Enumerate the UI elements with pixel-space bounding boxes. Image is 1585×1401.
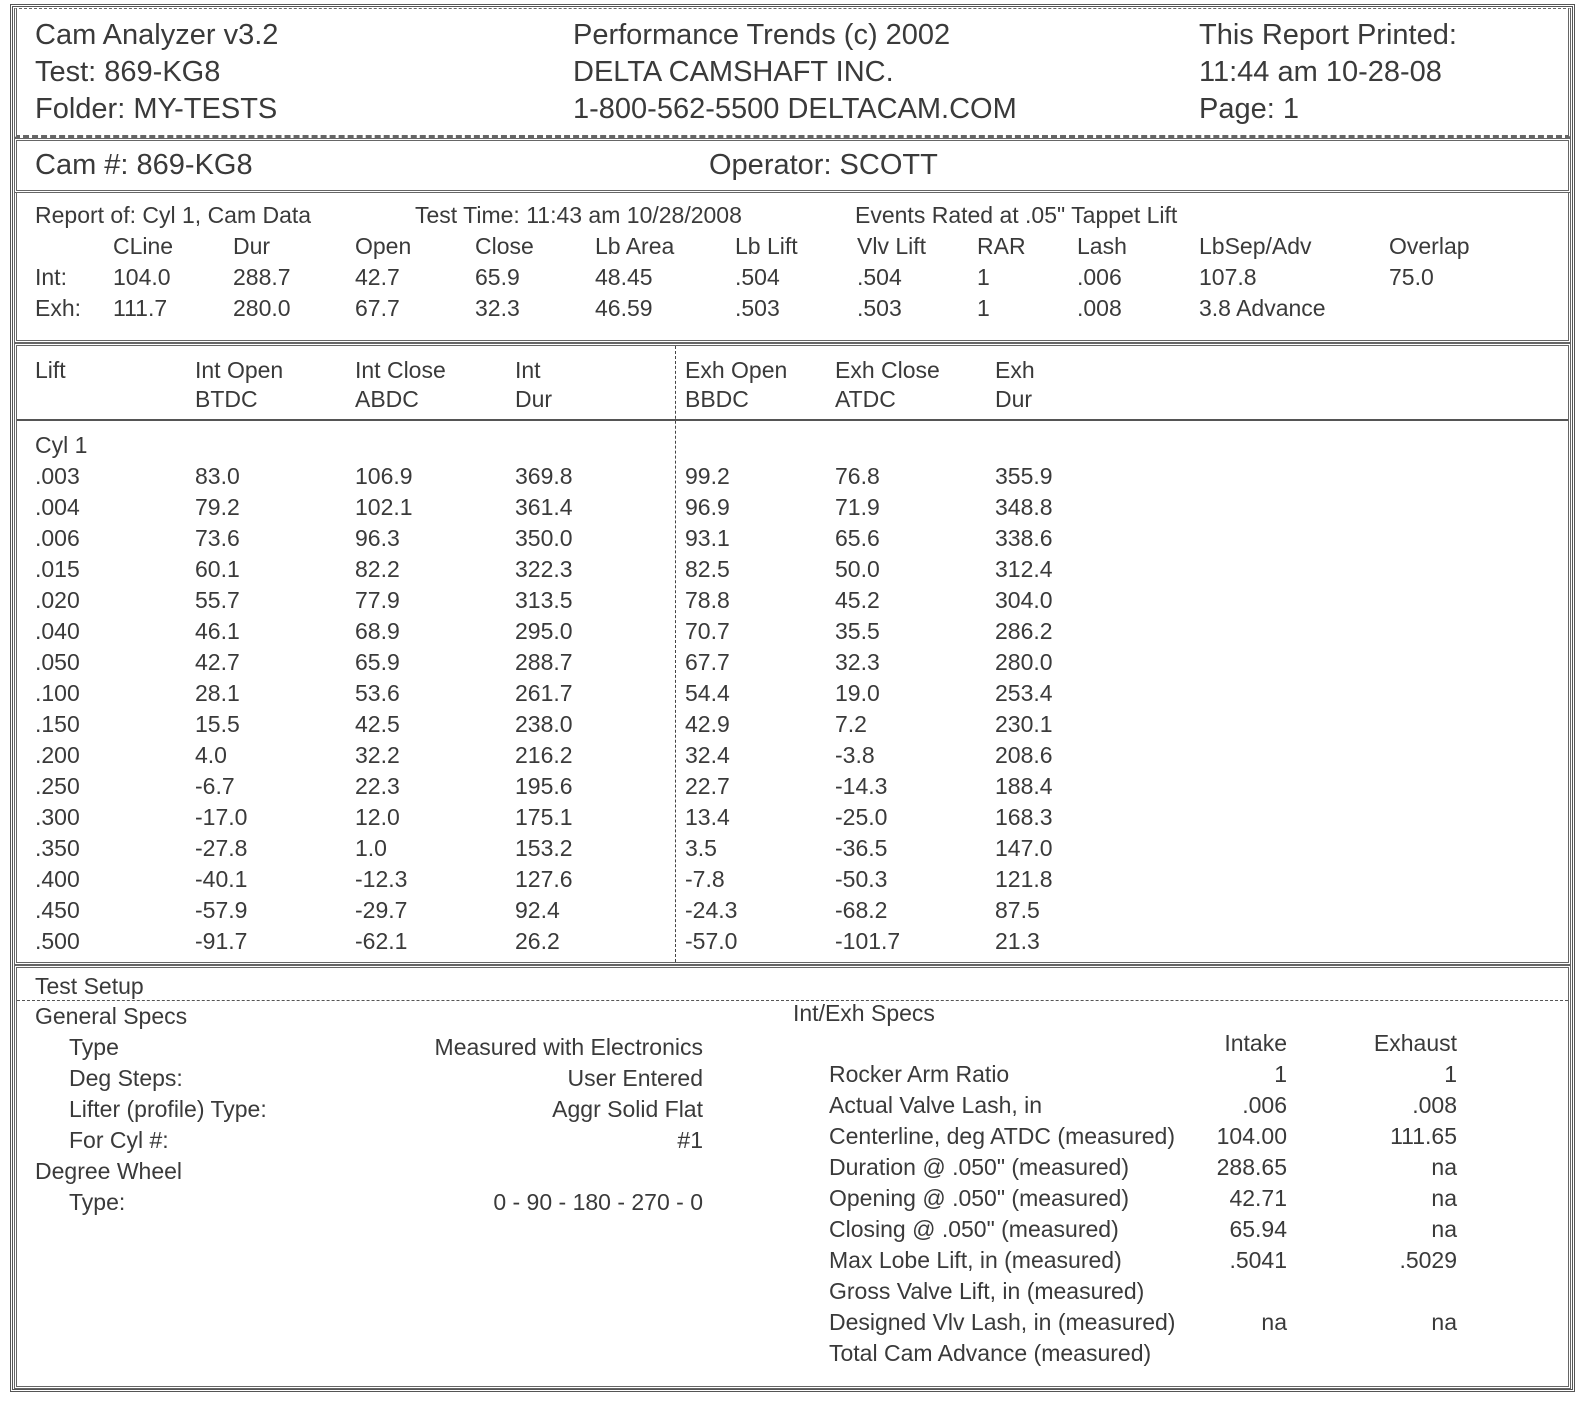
- table-cell: 50.0: [835, 556, 880, 582]
- table-row: [17, 802, 1568, 833]
- spec-label: Actual Valve Lash, in: [829, 1092, 1043, 1118]
- summary-cell: 46.59: [595, 295, 653, 321]
- spec-row: [17, 1214, 1568, 1245]
- company-name: DELTA CAMSHAFT INC.: [573, 56, 894, 88]
- table-cell: 32.3: [835, 649, 880, 675]
- table-cell: 92.4: [515, 897, 560, 923]
- table-cell: 295.0: [515, 618, 573, 644]
- table-cell: 42.9: [685, 711, 730, 737]
- table-cell: 168.3: [995, 804, 1053, 830]
- table-cell: 53.6: [355, 680, 400, 706]
- exhaust-value: 1: [1444, 1061, 1457, 1087]
- table-cell: 348.8: [995, 494, 1053, 520]
- spec-label: Rocker Arm Ratio: [829, 1061, 1010, 1087]
- summary-cell: 1: [977, 295, 990, 321]
- exhaust-value: .5029: [1399, 1247, 1457, 1273]
- table-cell: 32.2: [355, 742, 400, 768]
- report-of: Report of: Cyl 1, Cam Data: [35, 202, 312, 228]
- table-row: [17, 585, 1568, 616]
- spec-row: [17, 1121, 1568, 1152]
- summary-cell: 104.0: [113, 264, 171, 290]
- summary-row-label: Int:: [35, 264, 67, 290]
- table-cell: 369.8: [515, 463, 573, 489]
- test-time: Test Time: 11:43 am 10/28/2008: [415, 202, 742, 228]
- exhaust-value: na: [1431, 1154, 1457, 1180]
- table-cell: -27.8: [195, 835, 248, 861]
- summary-cell: 288.7: [233, 264, 291, 290]
- exhaust-value: na: [1431, 1216, 1457, 1242]
- summary-column-header: Close: [475, 233, 534, 259]
- table-cell: 288.7: [515, 649, 573, 675]
- table-cell: 253.4: [995, 680, 1053, 706]
- summary-cell: 42.7: [355, 264, 400, 290]
- summary-cell: .504: [857, 264, 902, 290]
- table-cell: -24.3: [685, 897, 738, 923]
- printed-label: This Report Printed:: [1199, 19, 1457, 51]
- table-cell: 216.2: [515, 742, 573, 768]
- general-specs-title: General Specs: [35, 1003, 188, 1029]
- table-row: [17, 678, 1568, 709]
- table-cell: -50.3: [835, 866, 888, 892]
- summary-cell: 111.7: [113, 295, 168, 321]
- summary-column-header: Lb Lift: [735, 233, 798, 259]
- lift-value: .020: [35, 587, 80, 613]
- summary-section: [14, 193, 1571, 343]
- table-cell: 361.4: [515, 494, 573, 520]
- cam-operator-bar: [14, 138, 1571, 193]
- lift-value: .300: [35, 804, 80, 830]
- spec-label: Max Lobe Lift, in (measured): [829, 1247, 1122, 1273]
- table-cell: 96.3: [355, 525, 400, 551]
- table-cell: 350.0: [515, 525, 573, 551]
- spec-label: Closing @ .050" (measured): [829, 1216, 1119, 1242]
- table-cell: 42.5: [355, 711, 400, 737]
- table-cell: 22.7: [685, 773, 730, 799]
- summary-cell: 1: [977, 264, 990, 290]
- table-cell: 71.9: [835, 494, 880, 520]
- table-cell: 67.7: [685, 649, 730, 675]
- table-row: [17, 833, 1568, 864]
- table-cell: 102.1: [355, 494, 413, 520]
- table-cell: 46.1: [195, 618, 240, 644]
- spec-label: Designed Vlv Lash, in (measured): [829, 1309, 1176, 1335]
- table-cell: 175.1: [515, 804, 573, 830]
- table-cell: 153.2: [515, 835, 573, 861]
- summary-column-header: Vlv Lift: [857, 233, 927, 259]
- table-row: [17, 740, 1568, 771]
- column-header-line1: Int: [515, 357, 541, 383]
- column-header-line1: Lift: [35, 357, 66, 383]
- table-cell: 79.2: [195, 494, 240, 520]
- lift-value: .450: [35, 897, 80, 923]
- table-cell: 238.0: [515, 711, 573, 737]
- table-row: [17, 926, 1568, 957]
- table-cell: -68.2: [835, 897, 888, 923]
- table-cell: -3.8: [835, 742, 875, 768]
- summary-cell: 107.8: [1199, 264, 1257, 290]
- int-exh-specs-title: Int/Exh Specs: [793, 1000, 935, 1026]
- lift-value: .150: [35, 711, 80, 737]
- spec-label: Deg Steps:: [69, 1065, 183, 1091]
- table-cell: 77.9: [355, 587, 400, 613]
- table-cell: 54.4: [685, 680, 730, 706]
- table-cell: 96.9: [685, 494, 730, 520]
- spec-value: #1: [677, 1127, 703, 1153]
- printed-timestamp: 11:44 am 10-28-08: [1199, 56, 1442, 88]
- exhaust-value: .008: [1412, 1092, 1457, 1118]
- table-cell: 106.9: [355, 463, 413, 489]
- intake-value: .5041: [1229, 1247, 1287, 1273]
- table-cell: 121.8: [995, 866, 1053, 892]
- operator: Operator: SCOTT: [709, 149, 938, 181]
- table-cell: 312.4: [995, 556, 1053, 582]
- intake-value: 1: [1274, 1061, 1287, 1087]
- lift-value: .006: [35, 525, 80, 551]
- table-row: [17, 554, 1568, 585]
- table-cell: 208.6: [995, 742, 1053, 768]
- lift-value: .500: [35, 928, 80, 954]
- spec-row: [17, 1059, 1568, 1090]
- table-cell: -62.1: [355, 928, 408, 954]
- spec-label: Type:: [69, 1189, 126, 1215]
- degree-wheel-title: Degree Wheel: [35, 1158, 183, 1184]
- cylinder-label: Cyl 1: [35, 432, 88, 458]
- lift-value: .004: [35, 494, 80, 520]
- table-cell: -36.5: [835, 835, 888, 861]
- table-cell: 304.0: [995, 587, 1053, 613]
- table-cell: 99.2: [685, 463, 730, 489]
- table-cell: 19.0: [835, 680, 880, 706]
- spec-row: [17, 1152, 1568, 1183]
- spec-value: Measured with Electronics: [434, 1034, 703, 1060]
- summary-column-header: RAR: [977, 233, 1026, 259]
- exhaust-value: na: [1431, 1185, 1457, 1211]
- table-cell: 338.6: [995, 525, 1053, 551]
- table-cell: 78.8: [685, 587, 730, 613]
- table-cell: 22.3: [355, 773, 400, 799]
- column-header-line1: Int Close: [355, 357, 446, 383]
- table-cell: 87.5: [995, 897, 1040, 923]
- table-cell: 280.0: [995, 649, 1053, 675]
- table-cell: -91.7: [195, 928, 248, 954]
- table-cell: 1.0: [355, 835, 387, 861]
- table-cell: 82.5: [685, 556, 730, 582]
- table-cell: 4.0: [195, 742, 227, 768]
- summary-column-header: CLine: [113, 233, 174, 259]
- summary-column-header: Overlap: [1389, 233, 1470, 259]
- company-contact: 1-800-562-5500 DELTACAM.COM: [573, 93, 1017, 125]
- spec-value: Aggr Solid Flat: [552, 1096, 703, 1122]
- table-cell: 3.5: [685, 835, 717, 861]
- events-rated: Events Rated at .05" Tappet Lift: [855, 202, 1178, 228]
- spec-row: [17, 1090, 1568, 1121]
- spec-row: [17, 1183, 1568, 1214]
- table-row: [17, 709, 1568, 740]
- table-cell: -101.7: [835, 928, 901, 954]
- table-cell: 60.1: [195, 556, 240, 582]
- lift-value: .250: [35, 773, 80, 799]
- intake-value: na: [1261, 1309, 1287, 1335]
- intake-value: .006: [1242, 1092, 1287, 1118]
- spec-row: [17, 1338, 1568, 1369]
- spec-label: For Cyl #:: [69, 1127, 169, 1153]
- app-version: Cam Analyzer v3.2: [35, 19, 279, 51]
- table-cell: -6.7: [195, 773, 235, 799]
- table-cell: 195.6: [515, 773, 573, 799]
- spec-label: Duration @ .050" (measured): [829, 1154, 1129, 1180]
- summary-row-label: Exh:: [35, 295, 82, 321]
- spec-value: 0 - 90 - 180 - 270 - 0: [493, 1189, 703, 1215]
- table-row: [17, 523, 1568, 554]
- column-header-line1: Exh: [995, 357, 1035, 383]
- table-cell: -25.0: [835, 804, 888, 830]
- folder-name: Folder: MY-TESTS: [35, 93, 278, 125]
- spec-row: [17, 1307, 1568, 1338]
- test-setup-section: [14, 965, 1571, 1389]
- summary-cell: 280.0: [233, 295, 291, 321]
- table-cell: 127.6: [515, 866, 573, 892]
- table-cell: 12.0: [355, 804, 400, 830]
- table-cell: 73.6: [195, 525, 240, 551]
- lift-table: [14, 343, 1571, 965]
- column-header-line2: ATDC: [835, 386, 896, 412]
- page-number: Page: 1: [1199, 93, 1299, 125]
- table-cell: 15.5: [195, 711, 240, 737]
- table-cell: 82.2: [355, 556, 400, 582]
- table-cell: 93.1: [685, 525, 730, 551]
- exhaust-value: 111.65: [1390, 1123, 1457, 1149]
- summary-column-header: Lb Area: [595, 233, 675, 259]
- table-cell: 230.1: [995, 711, 1053, 737]
- table-cell: 35.5: [835, 618, 880, 644]
- column-header-line2: BBDC: [685, 386, 749, 412]
- report-header: [14, 8, 1571, 138]
- spec-value: User Entered: [567, 1065, 703, 1091]
- table-cell: -17.0: [195, 804, 248, 830]
- spec-label: Type: [69, 1034, 119, 1060]
- spec-label: Centerline, deg ATDC (measured): [829, 1123, 1175, 1149]
- table-cell: 28.1: [195, 680, 240, 706]
- table-cell: -14.3: [835, 773, 888, 799]
- lift-value: .040: [35, 618, 80, 644]
- table-cell: 70.7: [685, 618, 730, 644]
- table-row: [17, 895, 1568, 926]
- summary-cell: 3.8 Advance: [1199, 295, 1326, 321]
- summary-cell: 65.9: [475, 264, 520, 290]
- lift-value: .015: [35, 556, 80, 582]
- summary-cell: 67.7: [355, 295, 400, 321]
- table-header-rule: [17, 419, 1568, 421]
- lift-value: .200: [35, 742, 80, 768]
- table-row: [17, 647, 1568, 678]
- table-cell: 55.7: [195, 587, 240, 613]
- table-cell: 355.9: [995, 463, 1053, 489]
- table-cell: 261.7: [515, 680, 573, 706]
- table-cell: -57.9: [195, 897, 248, 923]
- copyright: Performance Trends (c) 2002: [573, 19, 951, 51]
- table-cell: 7.2: [835, 711, 867, 737]
- table-row: [17, 461, 1568, 492]
- intake-value: 288.65: [1216, 1154, 1287, 1180]
- summary-cell: .504: [735, 264, 780, 290]
- table-cell: -29.7: [355, 897, 408, 923]
- column-header-line1: Exh Open: [685, 357, 788, 383]
- spec-label: Gross Valve Lift, in (measured): [829, 1278, 1145, 1304]
- column-header-line1: Exh Close: [835, 357, 940, 383]
- summary-cell: 75.0: [1389, 264, 1434, 290]
- column-header-line2: BTDC: [195, 386, 258, 412]
- lift-value: .400: [35, 866, 80, 892]
- table-row: [17, 864, 1568, 895]
- header-right: [1199, 17, 1457, 128]
- column-header-line2: Dur: [515, 386, 553, 412]
- intake-value: 42.71: [1229, 1185, 1287, 1211]
- table-cell: -12.3: [355, 866, 408, 892]
- exhaust-column-header: Exhaust: [1373, 1030, 1457, 1056]
- table-cell: 65.9: [355, 649, 400, 675]
- summary-cell: .008: [1077, 295, 1122, 321]
- lift-value: .003: [35, 463, 80, 489]
- table-row: [17, 771, 1568, 802]
- column-header-line2: Dur: [995, 386, 1033, 412]
- table-cell: 32.4: [685, 742, 730, 768]
- intake-value: 104.00: [1216, 1123, 1287, 1149]
- summary-cell: .006: [1077, 264, 1122, 290]
- cam-number: Cam #: 869-KG8: [35, 149, 253, 181]
- table-row: [17, 616, 1568, 647]
- column-header-line2: ABDC: [355, 386, 419, 412]
- summary-cell: .503: [735, 295, 780, 321]
- table-cell: 83.0: [195, 463, 240, 489]
- table-cell: 45.2: [835, 587, 880, 613]
- table-cell: -7.8: [685, 866, 725, 892]
- spec-row: [17, 1245, 1568, 1276]
- summary-column-header: Lash: [1077, 233, 1127, 259]
- spec-label: Opening @ .050" (measured): [829, 1185, 1129, 1211]
- table-cell: 147.0: [995, 835, 1053, 861]
- lift-value: .050: [35, 649, 80, 675]
- spec-row: [17, 1276, 1568, 1307]
- summary-column-header: LbSep/Adv: [1199, 233, 1312, 259]
- header-center: [573, 17, 1017, 128]
- summary-column-header: Dur: [233, 233, 271, 259]
- lift-value: .100: [35, 680, 80, 706]
- table-cell: 286.2: [995, 618, 1053, 644]
- table-cell: 313.5: [515, 587, 573, 613]
- table-cell: 68.9: [355, 618, 400, 644]
- table-cell: 13.4: [685, 804, 730, 830]
- summary-cell: .503: [857, 295, 902, 321]
- spec-label: Lifter (profile) Type:: [69, 1096, 267, 1122]
- lift-value: .350: [35, 835, 80, 861]
- summary-column-header: Open: [355, 233, 412, 259]
- table-cell: 26.2: [515, 928, 560, 954]
- table-cell: 42.7: [195, 649, 240, 675]
- table-cell: -57.0: [685, 928, 738, 954]
- test-name: Test: 869-KG8: [35, 56, 221, 88]
- table-cell: 21.3: [995, 928, 1040, 954]
- header-left: [35, 17, 278, 128]
- table-cell: 76.8: [835, 463, 880, 489]
- summary-cell: 48.45: [595, 264, 653, 290]
- table-cell: 322.3: [515, 556, 573, 582]
- test-setup-title: Test Setup: [35, 973, 144, 999]
- table-cell: 188.4: [995, 773, 1053, 799]
- column-header-line1: Int Open: [195, 357, 284, 383]
- intake-column-header: Intake: [1224, 1030, 1287, 1056]
- table-cell: 65.6: [835, 525, 880, 551]
- summary-cell: 32.3: [475, 295, 520, 321]
- table-cell: -40.1: [195, 866, 248, 892]
- table-row: [17, 492, 1568, 523]
- intake-value: 65.94: [1229, 1216, 1287, 1242]
- exhaust-value: na: [1431, 1309, 1457, 1335]
- spec-label: Total Cam Advance (measured): [829, 1340, 1152, 1366]
